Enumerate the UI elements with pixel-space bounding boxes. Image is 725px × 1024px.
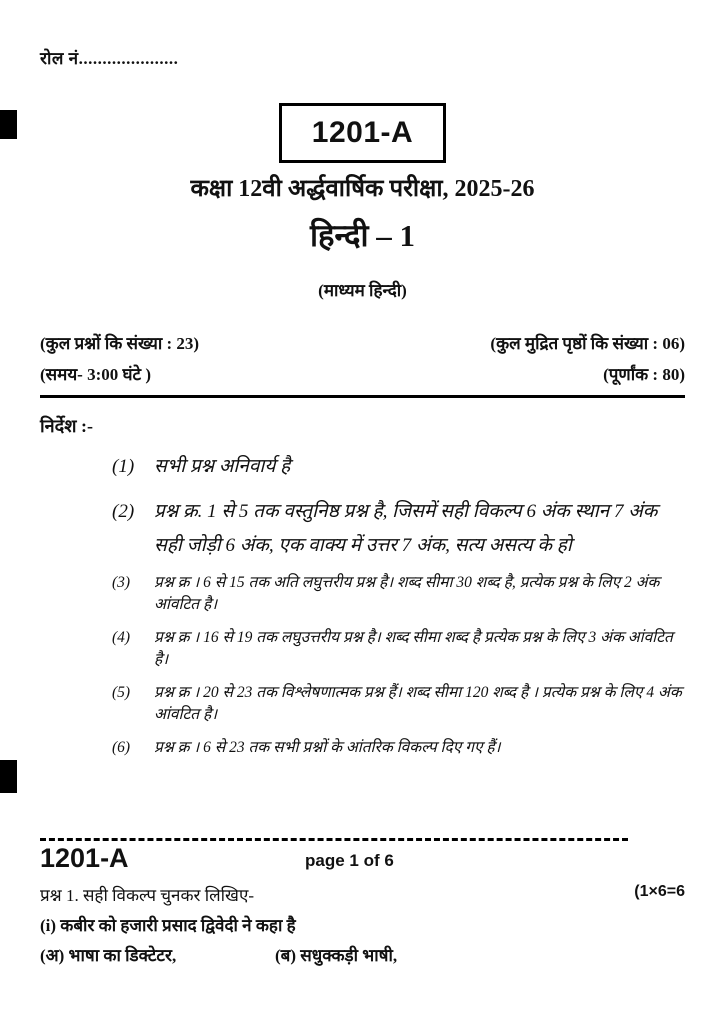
instruction-item-3 xyxy=(40,572,685,617)
instruction-item-5 xyxy=(40,682,685,727)
total-questions-label: (कुल प्रश्नों कि संख्या : 23) xyxy=(40,334,200,353)
instruction-number: (4) xyxy=(112,628,131,646)
footer-paper-code: 1201-A xyxy=(40,843,129,873)
question-1-row xyxy=(40,883,685,906)
footer-dashed-divider xyxy=(40,838,628,841)
instruction-text: प्रश्न क्र । 16 से 19 तक लघुउत्तरीय प्रश्न है। शब्द सीमा शब्द है प्रत्येक प्रश्न के लिए 3 अंक आंवटित है। xyxy=(154,628,673,669)
paper-code-box-wrap xyxy=(40,103,685,163)
page-indicator: page 1 of 6 xyxy=(305,851,394,870)
exam-title: कक्षा 12वी अर्द्धवार्षिक परीक्षा, 2025-26 xyxy=(190,176,535,202)
option-a: (अ) भाषा का डिक्टेटर, xyxy=(40,946,177,965)
instruction-number: (2) xyxy=(112,501,135,523)
page-footer-section xyxy=(40,838,685,969)
header-divider-line xyxy=(40,395,685,398)
instructions-heading: निर्देश :- xyxy=(40,416,93,436)
paper-code-box: 1201-A xyxy=(279,103,446,163)
question-1-label: प्रश्न 1. सही विकल्प चुनकर लिखिए- xyxy=(40,886,255,905)
meta-row-questions-pages xyxy=(40,331,685,354)
time-label: (समय- 3:00 घंटे ) xyxy=(40,365,152,384)
option-b: (ब) सधुक्कड़ी भाषी, xyxy=(275,946,398,965)
max-marks-label: (पूर्णांक : 80) xyxy=(603,365,685,384)
instruction-text: प्रश्न क्र । 20 से 23 तक विश्लेषणात्मक प्रश्न हैं। शब्द सीमा 120 शब्द है । प्रत्येक प्रश्न के लिए 4 अंक आंवटित है। xyxy=(154,683,682,724)
subject-title: हिन्दी – 1 xyxy=(309,218,416,253)
instruction-number: (3) xyxy=(112,573,131,591)
instruction-number: (6) xyxy=(112,738,131,756)
total-pages-label: (कुल मुद्रित पृष्ठों कि संख्या : 06) xyxy=(490,334,685,353)
instruction-item-4 xyxy=(40,627,685,672)
footer-header-row xyxy=(40,843,685,877)
instruction-number: (5) xyxy=(112,683,131,701)
question-1-marks: (1×6=6 xyxy=(634,883,685,900)
question-1-sub-item: (i) कबीर को हजारी प्रसाद द्विवेदी ने कहा है xyxy=(40,916,296,935)
question-1-options-row xyxy=(40,943,685,969)
instruction-text: सभी प्रश्न अनिवार्य है xyxy=(154,456,291,477)
medium-note: (माध्यम हिन्दी) xyxy=(318,281,407,300)
instruction-text: प्रश्न क्र । 6 से 23 तक सभी प्रश्नों के आंतरिक विकल्प दिए गए हैं। xyxy=(154,738,501,756)
instruction-item-6 xyxy=(40,737,685,759)
instruction-text: प्रश्न क्र. 1 से 5 तक वस्तुनिष्ठ प्रश्न है, जिसमें सही विकल्प 6 अंक स्थान 7 अंक सही जोड़ी 6 अंक, एक वाक्य में उत्तर 7 अंक, सत्य असत्य के हो xyxy=(154,501,658,556)
instruction-text: प्रश्न क्र । 6 से 15 तक अति लघुत्तरीय प्रश्न है। शब्द सीमा 30 शब्द है, प्रत्येक प्रश्न के लिए 2 अंक आंवटित है। xyxy=(154,573,660,614)
left-edge-black-tab-bottom xyxy=(0,760,17,793)
roll-number-field: रोल नं..................... xyxy=(40,49,179,68)
instruction-item-2 xyxy=(40,495,685,562)
meta-row-time-marks xyxy=(40,362,685,385)
instruction-number: (1) xyxy=(112,456,135,477)
left-edge-black-tab-top xyxy=(0,110,17,139)
instruction-item-1 xyxy=(40,450,685,483)
